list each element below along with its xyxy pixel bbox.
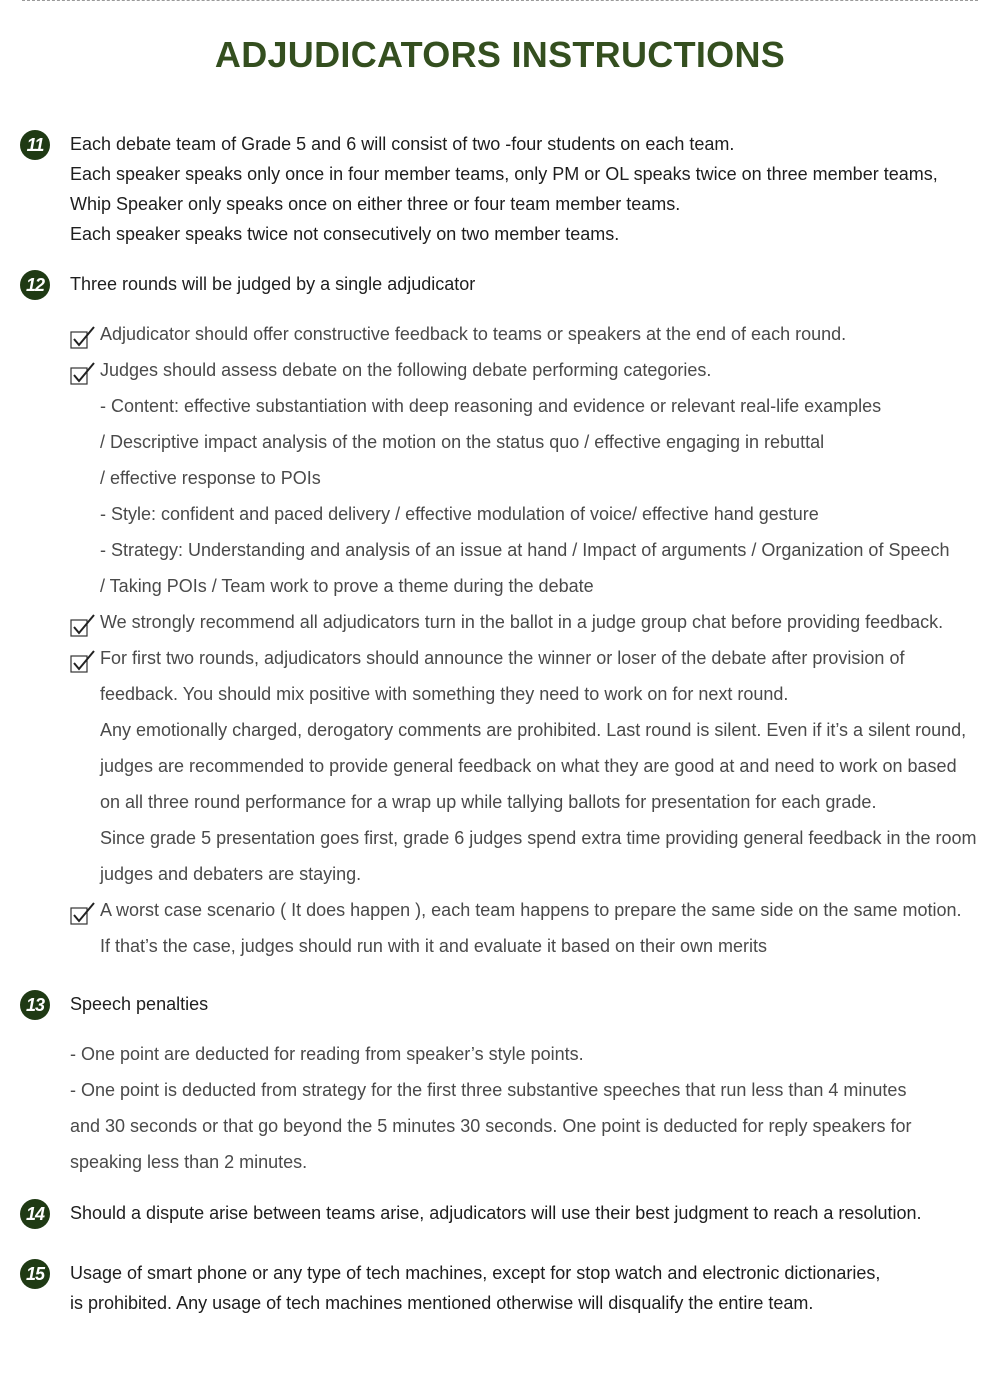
page-title: ADJUDICATORS INSTRUCTIONS [214, 34, 786, 75]
section-11-line: Each speaker speaks only once in four member teams, only PM or OL speaks twice on three member teams, [70, 164, 938, 184]
checklist-item-continued: If that’s the case, judges should run with it and evaluate it based on their own merits [100, 936, 768, 956]
section-12-heading: Three rounds will be judged by a single adjudicator [70, 274, 476, 294]
section-11-line: Whip Speaker only speaks once on either three or four team member teams. [70, 194, 681, 214]
checklist-item: For first two rounds, adjudicators should announce the winner or loser of the debate after provision of [100, 648, 905, 668]
checklist-item: Adjudicator should offer constructive feedback to teams or speakers at the end of each round. [100, 324, 847, 344]
section-14-line: Should a dispute arise between teams arise, adjudicators will use their best judgment to reach a resolution. [70, 1203, 922, 1223]
checklist-item-continued: Any emotionally charged, derogatory comments are prohibited. Last round is silent. Even if it’s a silent round, [100, 720, 967, 740]
category-line: - Content: effective substantiation with deep reasoning and evidence or relevant real-life examples [100, 396, 882, 416]
checkmark-icon [70, 361, 96, 385]
section-13-heading: Speech penalties [70, 994, 209, 1014]
checklist-item: We strongly recommend all adjudicators turn in the ballot in a judge group chat before providing feedback. [100, 612, 944, 632]
checkmark-icon [70, 613, 96, 637]
checkmark-icon [70, 649, 96, 673]
category-line: / Descriptive impact analysis of the motion on the status quo / effective engaging in rebuttal [100, 432, 825, 452]
category-line: - Style: confident and paced delivery / effective modulation of voice/ effective hand gesture [100, 504, 819, 524]
category-line: / effective response to POIs [100, 468, 321, 488]
checkmark-icon [70, 901, 96, 925]
checklist-item-continued: on all three round performance for a wrap up while tallying ballots for presentation for each grade. [100, 792, 877, 812]
section-number-badge: 11 [20, 130, 50, 160]
checklist-item-continued: Since grade 5 presentation goes first, grade 6 judges spend extra time providing general feedback in the room [100, 828, 977, 848]
section-number-badge: 15 [20, 1259, 50, 1289]
section-number-badge: 13 [20, 990, 50, 1020]
section-number-badge: 14 [20, 1199, 50, 1229]
checklist-item-continued: feedback. You should mix positive with something they need to work on for next round. [100, 684, 789, 704]
checklist-item: A worst case scenario ( It does happen ), each team happens to prepare the same side on the same motion. [100, 900, 962, 920]
category-line: / Taking POIs / Team work to prove a theme during the debate [100, 576, 594, 596]
section-15-line: is prohibited. Any usage of tech machines mentioned otherwise will disqualify the entire team. [70, 1293, 814, 1313]
category-line: - Strategy: Understanding and analysis of an issue at hand / Impact of arguments / Organization of Speech [100, 540, 950, 560]
top-dashed-divider [22, 0, 978, 1]
section-11-line: Each debate team of Grade 5 and 6 will consist of two -four students on each team. [70, 134, 735, 154]
section-11-line: Each speaker speaks twice not consecutively on two member teams. [70, 224, 620, 244]
section-number-badge: 12 [20, 270, 50, 300]
checkmark-icon [70, 325, 96, 349]
penalty-line: - One point are deducted for reading from speaker’s style points. [70, 1044, 584, 1064]
checklist-item-continued: judges and debaters are staying. [100, 864, 362, 884]
checklist-item: Judges should assess debate on the following debate performing categories. [100, 360, 712, 380]
penalty-line: and 30 seconds or that go beyond the 5 minutes 30 seconds. One point is deducted for reply speakers for [70, 1116, 912, 1136]
penalty-line: speaking less than 2 minutes. [70, 1152, 308, 1172]
checklist-item-continued: judges are recommended to provide general feedback on what they are good at and need to work on based [100, 756, 957, 776]
section-15-line: Usage of smart phone or any type of tech machines, except for stop watch and electronic dictionaries, [70, 1263, 881, 1283]
penalty-line: - One point is deducted from strategy for the first three substantive speeches that run less than 4 minutes [70, 1080, 907, 1100]
